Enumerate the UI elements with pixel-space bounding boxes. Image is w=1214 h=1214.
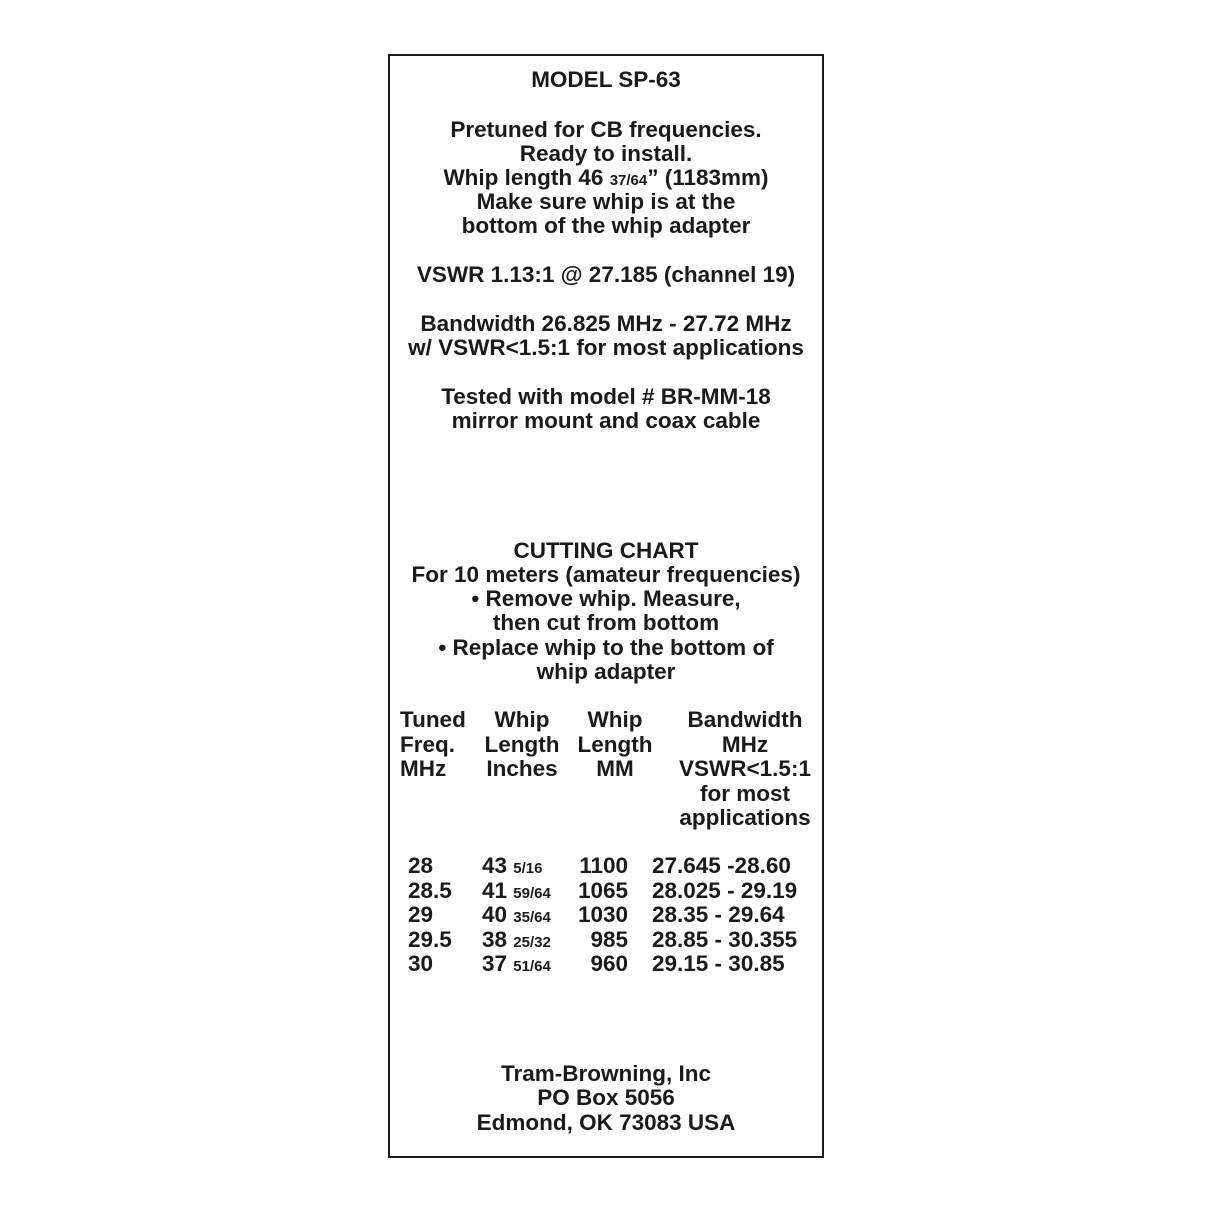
header-inches-line: Length bbox=[484, 731, 560, 757]
row-mm: 1100 bbox=[579, 853, 628, 878]
header-tuned-freq bbox=[400, 708, 466, 782]
header-mm-line: Whip bbox=[587, 707, 643, 732]
header-bandwidth-line: MHz bbox=[721, 731, 769, 757]
cutting-line-2: • Remove whip. Measure, bbox=[471, 586, 741, 611]
company-name: Tram-Browning, Inc bbox=[500, 1061, 711, 1086]
header-inches-line: Inches bbox=[486, 756, 558, 781]
row-inches-whole: 38 bbox=[482, 926, 514, 952]
table-row bbox=[390, 879, 822, 904]
header-bandwidth-line: for most bbox=[700, 780, 790, 806]
row-freq: 28.5 bbox=[408, 877, 452, 903]
header-whip-mm bbox=[572, 708, 658, 782]
row-inches-whole: 41 bbox=[482, 877, 514, 903]
row-mm: 1065 bbox=[577, 877, 628, 903]
row-mm: 985 bbox=[590, 926, 628, 952]
row-inches bbox=[482, 952, 551, 980]
cutting-line-1: For 10 meters (amateur frequencies) bbox=[411, 562, 801, 587]
bandwidth-line-1: Bandwidth 26.825 MHz - 27.72 MHz bbox=[420, 311, 792, 336]
row-inches-fraction: 35/64 bbox=[513, 909, 551, 926]
row-freq: 29 bbox=[408, 902, 434, 927]
header-mm-line: MM bbox=[596, 756, 634, 781]
row-bandwidth: 28.35 - 29.64 bbox=[652, 902, 785, 927]
intro-line-5: bottom of the whip adapter bbox=[461, 213, 751, 238]
whip-length-suffix: ” (1183mm) bbox=[647, 165, 769, 190]
header-inches-line: Whip bbox=[494, 707, 550, 732]
company-address: Edmond, OK 73083 USA bbox=[476, 1110, 736, 1135]
cutting-line-4: • Replace whip to the bottom of bbox=[438, 635, 774, 660]
whip-length-prefix: Whip length 46 bbox=[443, 165, 610, 190]
row-bandwidth: 27.645 -28.60 bbox=[652, 853, 791, 878]
row-freq: 28 bbox=[408, 853, 434, 878]
vswr-line: VSWR 1.13:1 @ 27.185 (channel 19) bbox=[416, 262, 796, 287]
model-title: MODEL SP-63 bbox=[531, 67, 681, 92]
header-bandwidth-line: Bandwidth bbox=[687, 707, 803, 732]
row-freq: 29.5 bbox=[408, 926, 452, 952]
row-inches-whole: 43 bbox=[482, 853, 514, 878]
whip-length-fraction: 37/64 bbox=[609, 172, 648, 189]
cutting-line-5: whip adapter bbox=[536, 659, 676, 684]
tested-line-1: Tested with model # BR-MM-18 bbox=[441, 384, 771, 409]
tested-line-2: mirror mount and coax cable bbox=[451, 408, 761, 433]
header-bandwidth bbox=[670, 708, 820, 831]
intro-line-4: Make sure whip is at the bbox=[476, 189, 736, 214]
table-row bbox=[390, 928, 822, 953]
row-mm: 960 bbox=[590, 951, 628, 976]
row-bandwidth: 28.85 - 30.355 bbox=[652, 926, 798, 952]
company-po-box: PO Box 5056 bbox=[537, 1085, 675, 1110]
header-bandwidth-line: applications bbox=[679, 805, 811, 830]
header-bandwidth-line: VSWR<1.5:1 bbox=[679, 756, 811, 781]
table-row bbox=[390, 903, 822, 928]
table-row bbox=[390, 854, 822, 879]
row-inches-fraction: 25/32 bbox=[513, 933, 551, 951]
row-freq: 30 bbox=[408, 951, 434, 976]
intro-line-1: Pretuned for CB frequencies. bbox=[450, 117, 762, 142]
cutting-chart-title: CUTTING CHART bbox=[513, 538, 699, 563]
header-whip-inches bbox=[479, 708, 565, 782]
bandwidth-line-2: w/ VSWR<1.5:1 for most applications bbox=[408, 335, 804, 360]
header-freq-line: MHz bbox=[400, 756, 447, 781]
row-bandwidth: 28.025 - 29.19 bbox=[652, 877, 798, 903]
header-freq-line: Tuned bbox=[400, 707, 466, 732]
intro-line-2: Ready to install. bbox=[519, 141, 693, 166]
row-bandwidth: 29.15 - 30.85 bbox=[652, 951, 785, 976]
header-freq-line: Freq. bbox=[400, 731, 456, 757]
row-inches-whole: 40 bbox=[482, 902, 514, 927]
row-inches-fraction: 51/64 bbox=[513, 958, 551, 975]
cutting-line-3: then cut from bottom bbox=[492, 610, 720, 635]
table-row bbox=[390, 952, 822, 977]
row-inches-fraction: 5/16 bbox=[513, 860, 543, 877]
row-mm: 1030 bbox=[577, 902, 628, 927]
row-inches-fraction: 59/64 bbox=[513, 884, 551, 902]
row-inches-whole: 37 bbox=[482, 951, 514, 976]
header-mm-line: Length bbox=[577, 731, 653, 757]
product-label bbox=[388, 54, 824, 1158]
